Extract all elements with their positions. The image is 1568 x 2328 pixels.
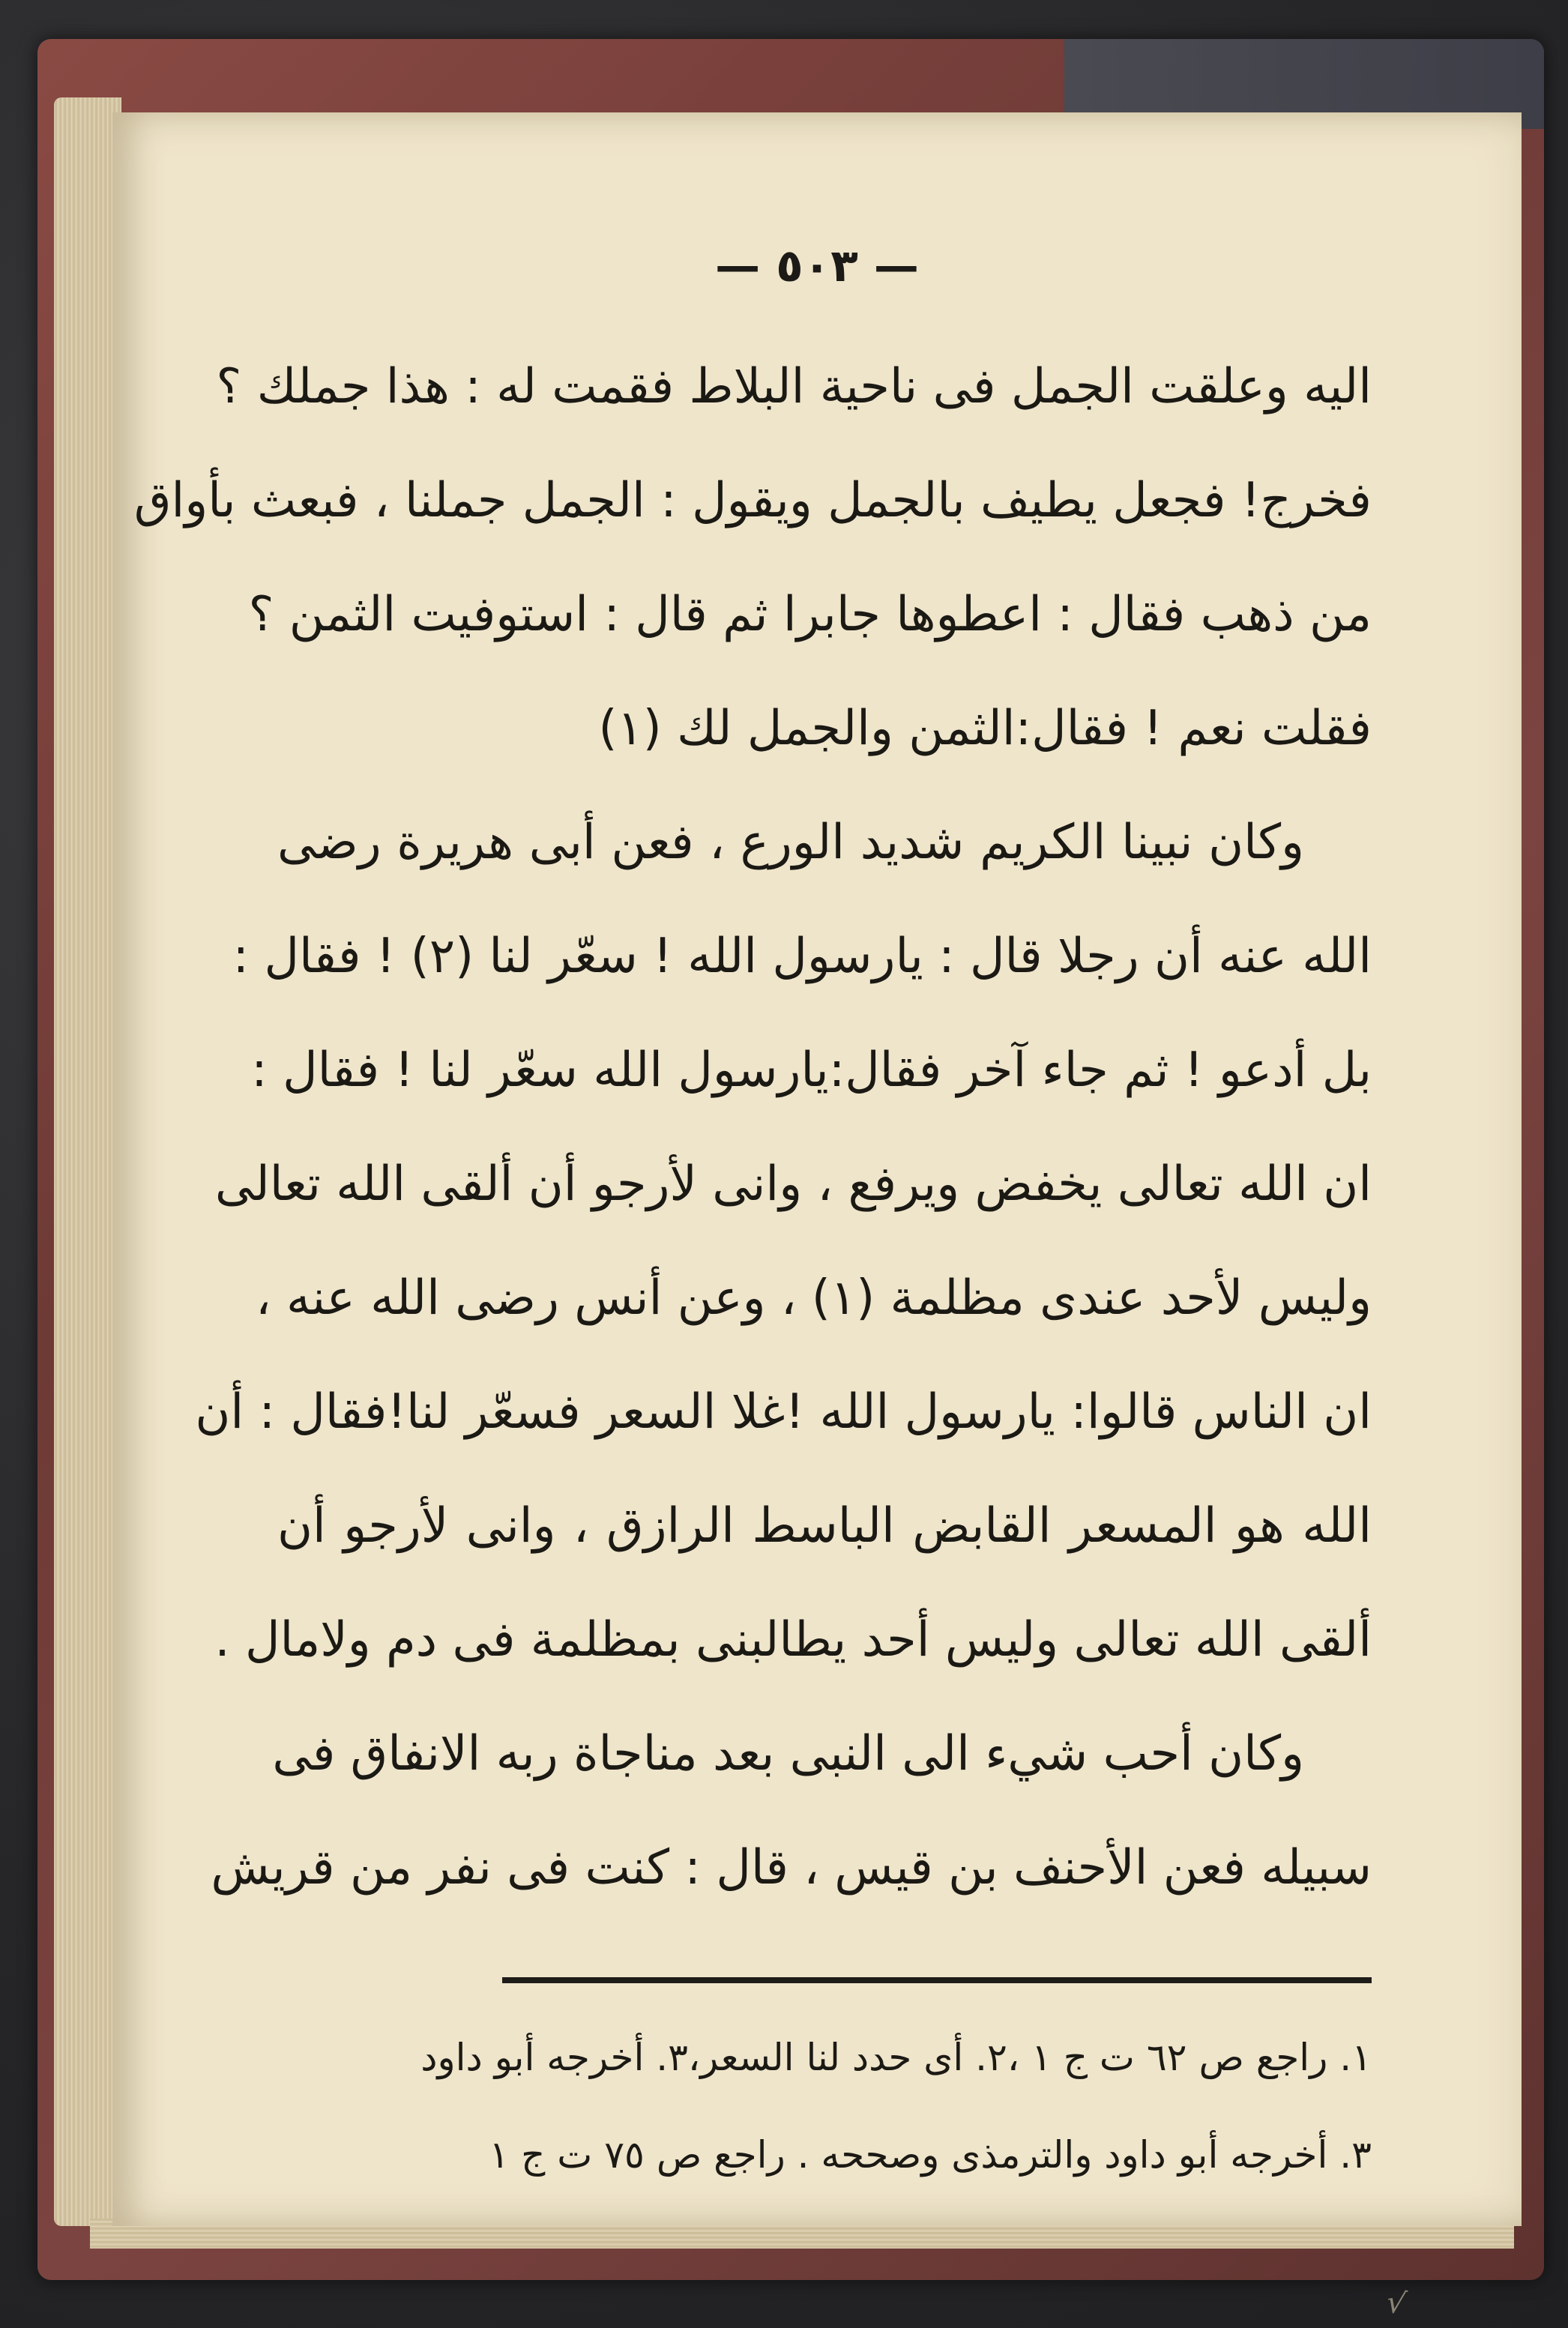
text-line: ألقى الله تعالى وليس أحد يطالبنى بمظلمة فى دم ولامال . xyxy=(214,1612,1372,1668)
main-text xyxy=(133,330,1372,1925)
footnote-separator xyxy=(502,1977,1372,1983)
text-line: الله هو المسعر القابض الباسط الرازق ، وانى لأرجو أن xyxy=(277,1498,1372,1554)
text-line: فقلت نعم ! فقال:الثمن والجمل لك (١) xyxy=(598,701,1372,756)
footnote-line: ٣. أخرجه أبو داود والترمذى وصححه . راجع ص ٧٥ ت ج ١ xyxy=(489,2133,1372,2177)
book-page xyxy=(112,112,1522,2322)
text-line: وكان نبينا الكريم شديد الورع ، فعن أبى هريرة رضى xyxy=(277,815,1304,870)
page-content xyxy=(112,112,1522,2322)
footnote-line: ١. راجع ص ٦٢ ت ج ١ ،٢. أى حدد لنا السعر،٣. أخرجه أبو داود xyxy=(420,2036,1372,2079)
text-line: الله عنه أن رجلا قال : يارسول الله ! سعّر لنا (٢) ! فقال : xyxy=(232,929,1372,984)
page-number: — ٥٠٣ — xyxy=(715,240,919,292)
footnotes xyxy=(277,2009,1372,2204)
text-line: وليس لأحد عندى مظلمة (١) ، وعن أنس رضى الله عنه ، xyxy=(255,1270,1372,1326)
text-line: ان الناس قالوا: يارسول الله !غلا السعر فسعّر لنا!فقال : أن xyxy=(195,1384,1372,1440)
text-line: اليه وعلقت الجمل فى ناحية البلاط فقمت له : هذا جملك ؟ xyxy=(216,359,1372,414)
text-line: ان الله تعالى يخفض ويرفع ، وانى لأرجو أن ألقى الله تعالى xyxy=(214,1157,1372,1212)
page-edges-left xyxy=(54,97,121,2226)
pencil-mark: √ xyxy=(1384,2285,1409,2322)
text-line: من ذهب فقال : اعطوها جابرا ثم قال : استوفيت الثمن ؟ xyxy=(248,587,1372,642)
text-line: وكان أحب شيء الى النبى بعد مناجاة ربه الانفاق فى xyxy=(272,1726,1304,1782)
text-line: فخرج! فجعل يطيف بالجمل ويقول : الجمل جملنا ، فبعث بأواق xyxy=(133,473,1372,528)
text-line: سبيله فعن الأحنف بن قيس ، قال : كنت فى نفر من قريش xyxy=(211,1840,1372,1896)
text-line: بل أدعو ! ثم جاء آخر فقال:يارسول الله سعّر لنا ! فقال : xyxy=(251,1043,1372,1098)
